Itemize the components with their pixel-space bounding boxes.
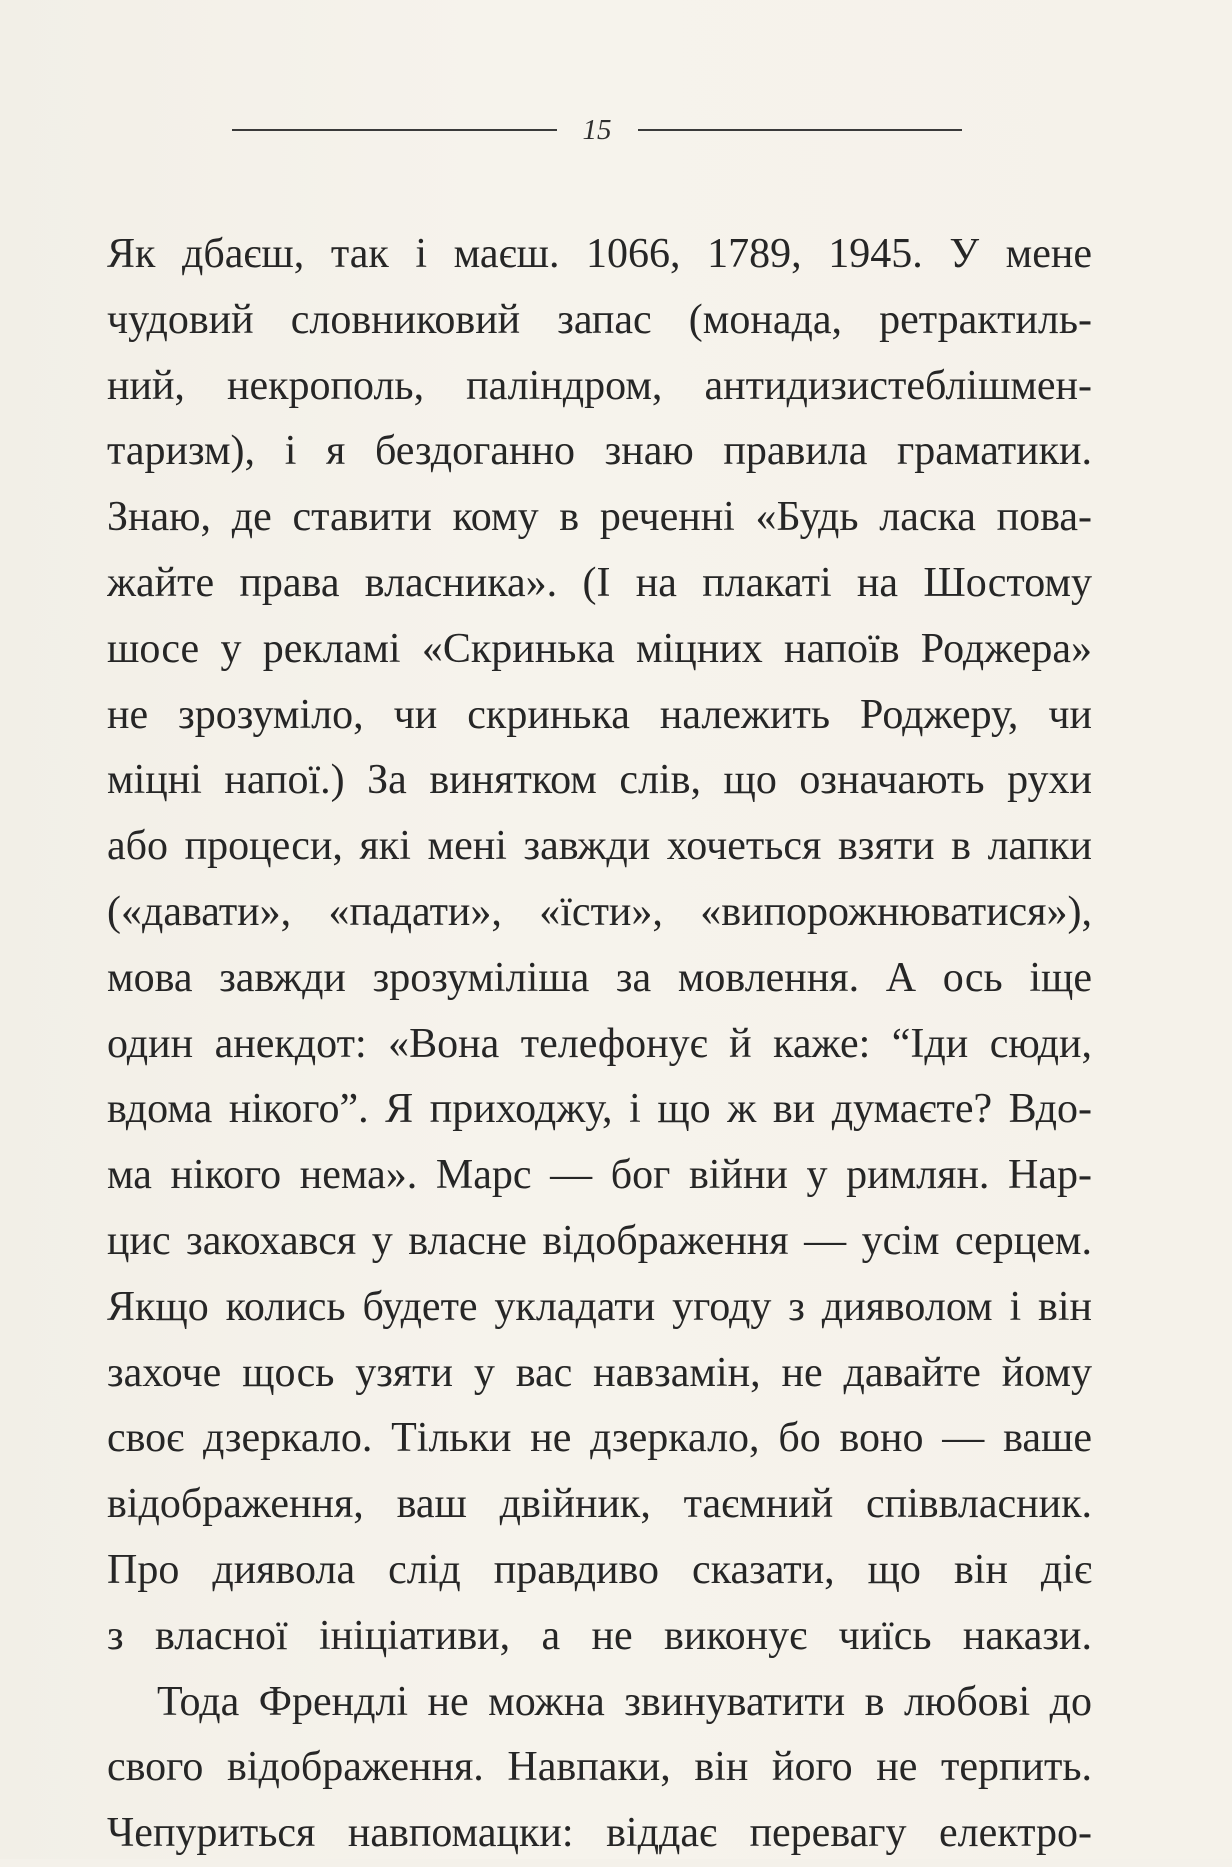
text-line: жайте права власника». (І на плакаті на Шостому	[107, 559, 1092, 606]
text-line: Про диявола слід правдиво сказати, що він діє	[107, 1546, 1092, 1593]
text-line: Чепуриться навпомацки: віддає перевагу електро-	[107, 1810, 1092, 1857]
text-line: захоче щось узяти у вас навзамін, не давайте йому	[107, 1349, 1092, 1396]
text-line: ний, некрополь, паліндром, антидизистеблішмен-	[107, 362, 1092, 409]
text-line: Знаю, де ставити кому в реченні «Будь ласка пова-	[107, 494, 1092, 541]
text-line: мова завжди зрозуміліша за мовлення. А ось іще	[107, 954, 1092, 1001]
text-line: цис закохався у власне відображення — усім серцем.	[107, 1217, 1092, 1264]
body-text	[107, 222, 1092, 1867]
text-line: відображення, ваш двійник, таємний співвласник.	[107, 1481, 1092, 1528]
text-line: міцні напої.) За винятком слів, що означають рухи	[107, 757, 1092, 804]
text-line: або процеси, які мені завжди хочеться взяти в лапки	[107, 823, 1092, 870]
paragraph-first-line: Тода Френдлі не можна звинуватити в любові до	[157, 1678, 1092, 1725]
text-line: ма нікого нема». Марс — бог війни у римлян. Нар-	[107, 1152, 1092, 1199]
text-line: («давати», «падати», «їсти», «випорожнюватися»),	[107, 888, 1092, 935]
page-header	[232, 110, 962, 150]
text-line: своє дзеркало. Тільки не дзеркало, бо воно — ваше	[107, 1415, 1092, 1462]
text-line: Якщо колись будете укладати угоду з дияволом і він	[107, 1283, 1092, 1330]
text-line: таризм), і я бездоганно знаю правила граматики.	[107, 428, 1092, 475]
text-line: свого відображення. Навпаки, він його не терпить.	[107, 1744, 1092, 1791]
text-line: Як дбаєш, так і маєш. 1066, 1789, 1945. У мене	[107, 231, 1092, 277]
text-line: чудовий словниковий запас (монада, ретрактиль-	[107, 296, 1092, 343]
text-line: не зрозуміло, чи скринька належить Роджеру, чи	[107, 691, 1092, 738]
text-line: вдома нікого”. Я приходжу, і що ж ви думаєте? Вдо-	[107, 1086, 1092, 1133]
text-line: шосе у рекламі «Скринька міцних напоїв Роджера»	[107, 625, 1092, 672]
text-line: один анекдот: «Вона телефонує й каже: “Іди сюди,	[107, 1020, 1092, 1067]
header-rule-left	[232, 129, 557, 131]
page-number: 15	[582, 113, 612, 146]
text-line: з власної ініціативи, а не виконує чиїсь накази.	[107, 1612, 1092, 1659]
header-rule-right	[638, 129, 963, 131]
